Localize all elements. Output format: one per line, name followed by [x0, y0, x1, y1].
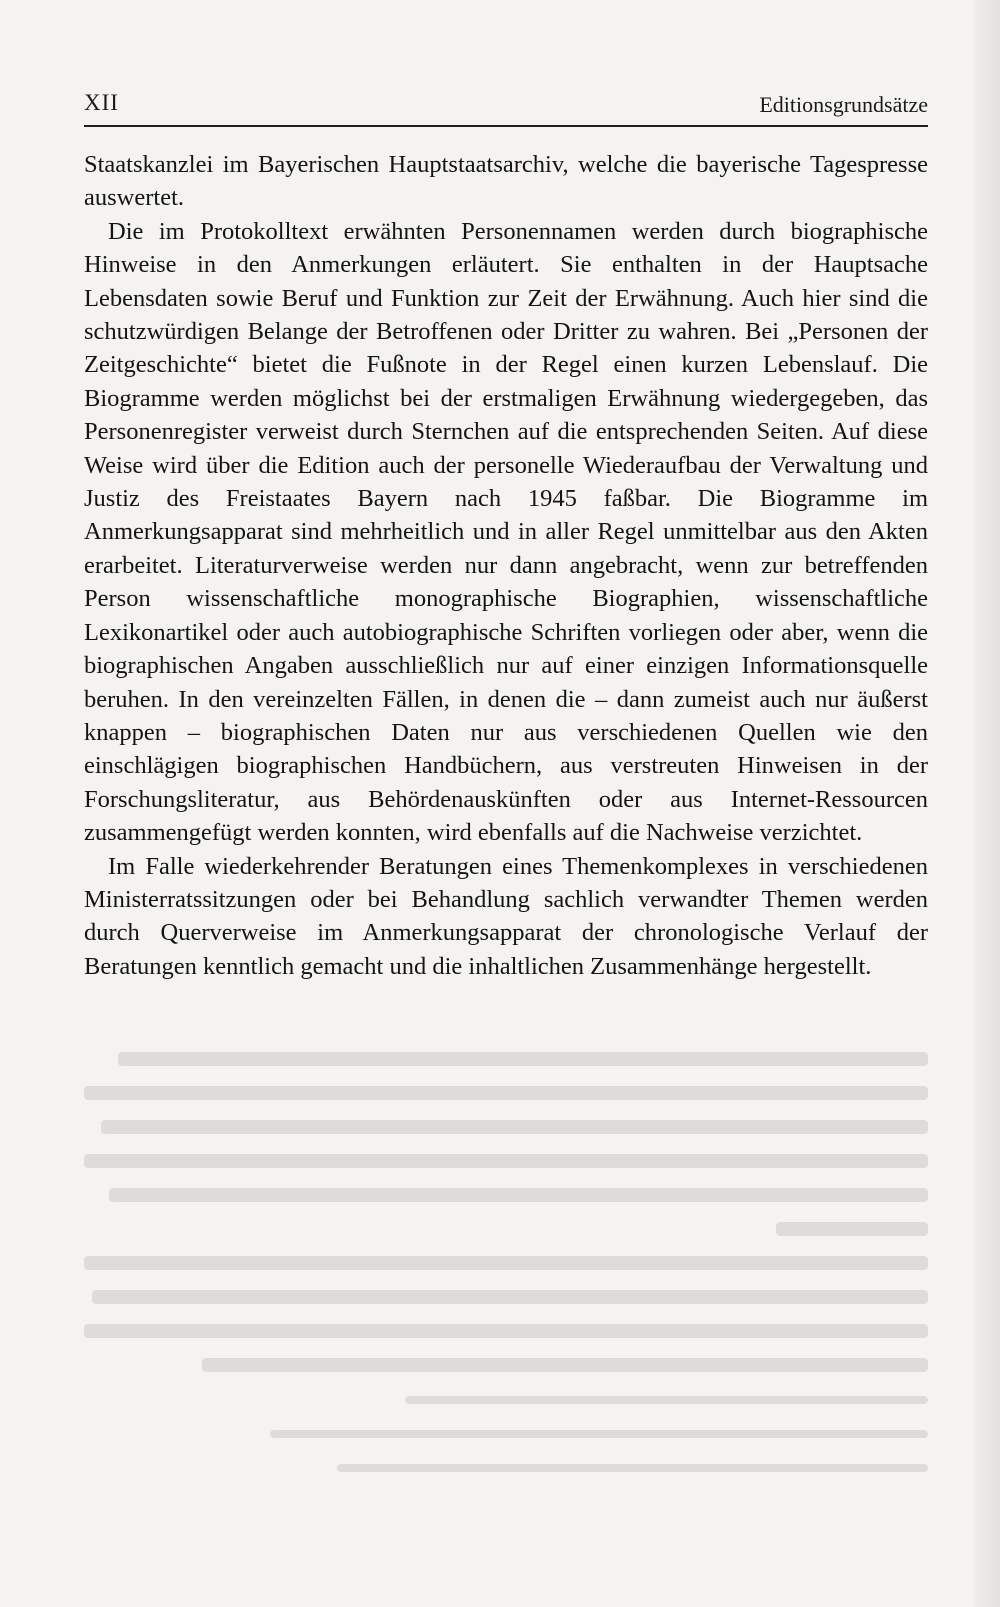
paragraph-continuation: Staatskanzlei im Bayerischen Hauptstaatsarchiv, welche die bayerische Tagespresse auswertet.	[84, 151, 928, 212]
running-head	[84, 86, 928, 122]
header-rule	[84, 125, 928, 127]
page-number: XII	[84, 90, 119, 115]
body-text	[84, 148, 928, 983]
paragraph-cross-references: Im Falle wiederkehrender Beratungen eines Themenkomplexes in verschiedenen Ministerratssitzungen oder bei Behandlung sachlich verwandter Themen werden durch Querverweise im Anmerkungsapparat der chronologische Verlauf der Beratungen kenntlich gemacht und die inhaltlichen Zusammenhänge hergestellt.	[84, 852, 928, 980]
running-title: Editionsgrundsätze	[759, 92, 928, 117]
page-edge	[974, 0, 1000, 1607]
paragraph-biographical-notes: Die im Protokolltext erwähnten Personennamen werden durch biographische Hinweise in den Anmerkungen erläutert. Sie enthalten in der Hauptsache Lebensdaten sowie Beruf und Funktion zur Zeit der Erwähnung. Auch hier sind die schutzwürdigen Belange der Betroffenen oder Dritter zu wahren. Bei „Personen der Zeitgeschichte“ bietet die Fußnote in der Regel einen kurzen Lebenslauf. Die Biogramme werden möglichst bei der erstmaligen Erwähnung wiedergegeben, das Personenregister verweist durch Sternchen auf die entsprechenden Seiten. Auf diese Weise wird über die Edition auch der personelle Wiederaufbau der Verwaltung und Justiz des Freistaates Bayern nach 1945 faßbar. Die Biogramme im Anmerkungsapparat sind mehrheitlich und in aller Regel unmittelbar aus den Akten erarbeitet. Literaturverweise werden nur dann angebracht, wenn zur betreffenden Person wissenschaftliche monographische Biographien, wissenschaftliche Lexikonartikel oder auch autobiographische Schriften vorliegen oder aber, wenn die biographischen Angaben ausschließlich nur auf einer einzigen Informationsquelle beruhen. In den vereinzelten Fällen, in denen die – dann zumeist auch nur äußerst knappen – biographischen Daten nur aus verschiedenen Quellen wie den einschlägigen biographischen Handbüchern, aus verstreuten Hinweisen in der Forschungsliteratur, aus Behördenauskünften oder aus Internet-Ressourcen zusammengefügt werden konnten, wird ebenfalls auf die Nachweise verzichtet.	[84, 217, 928, 847]
bleed-through-shadow	[84, 1040, 928, 1510]
